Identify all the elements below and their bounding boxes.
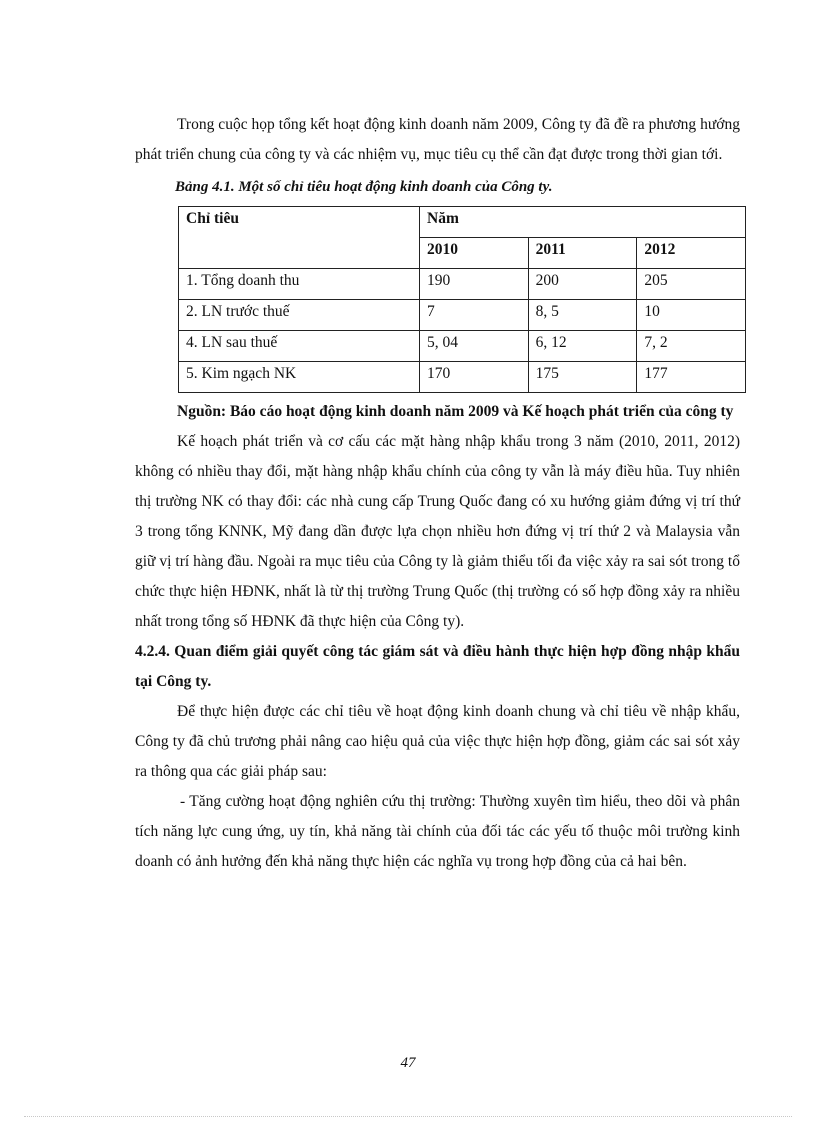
row-value: 5, 04 [420,331,529,362]
header-indicator: Chỉ tiêu [179,207,420,269]
row-label: 1. Tổng doanh thu [179,269,420,300]
row-label: 5. Kim ngạch NK [179,362,420,393]
row-value: 6, 12 [528,331,637,362]
row-value: 190 [420,269,529,300]
row-value: 10 [637,300,746,331]
page-number: 47 [400,1055,416,1071]
table-row [179,300,746,331]
table-row [179,331,746,362]
plan-paragraph: Kế hoạch phát triển và cơ cấu các mặt hàng nhập khẩu trong 3 năm (2010, 2011, 2012) không có nhiều thay đổi, mặt hàng nhập khẩu chính của công ty vẫn là máy điều hũa. Tuy nhiên thị trường NK có thay đổi: các nhà cung cấp Trung Quốc đang có xu hướng giảm đứng vị trí thứ 3 trong tổng KNNK, Mỹ đang dần được lựa chọn nhiều hơn đứng vị trí thứ 2 và Malaysia vẫn giữ vị trí hàng đầu. Ngoài ra mục tiêu của Công ty là giảm thiểu tối đa việc xảy ra sai sót trong tổ chức thực hiện HĐNK, nhất là từ thị trường Trung Quốc (thị trường có số hợp đồng xảy ra nhiều nhất trong tổng số HĐNK đã thực hiện của Công ty). [135,433,740,630]
row-label: 4. LN sau thuế [179,331,420,362]
year-2011: 2011 [528,238,637,269]
row-label: 2. LN trước thuế [179,300,420,331]
table-source: Nguồn: Báo cáo hoạt động kinh doanh năm 2009 và Kế hoạch phát triển của công ty [177,403,734,420]
row-value: 177 [637,362,746,393]
page-content [135,110,740,877]
intro-paragraph: Trong cuộc họp tổng kết hoạt động kinh doanh năm 2009, Công ty đã đề ra phương hướng phát triển chung của công ty và các nhiệm vụ, mục tiêu cụ thể cần đạt được trong thời gian tới. [135,116,740,163]
row-value: 7 [420,300,529,331]
row-value: 7, 2 [637,331,746,362]
year-2010: 2010 [420,238,529,269]
table-row [179,362,746,393]
bullet-paragraph: - Tăng cường hoạt động nghiên cứu thị trường: Thường xuyên tìm hiểu, theo dõi và phân tích năng lực cung ứng, uy tín, khả năng tài chính của đối tác các yếu tố thuộc môi trường kinh doanh có ảnh hưởng đến khả năng thực hiện các nghĩa vụ trong hợp đồng của cả hai bên. [135,793,740,870]
row-value: 175 [528,362,637,393]
row-value: 200 [528,269,637,300]
page-bottom-divider [24,1116,792,1117]
row-value: 8, 5 [528,300,637,331]
section-heading: 4.2.4. Quan điểm giải quyết công tác giám sát và điều hành thực hiện hợp đồng nhập khẩu tại Công ty. [135,643,740,690]
table-header-row [179,207,746,238]
year-2012: 2012 [637,238,746,269]
header-year: Năm [420,207,746,238]
business-targets-table [178,206,746,393]
row-value: 205 [637,269,746,300]
table-row [179,269,746,300]
table-caption: Bảng 4.1. Một số chỉ tiêu hoạt động kinh doanh của Công ty. [175,179,553,195]
row-value: 170 [420,362,529,393]
goals-paragraph: Để thực hiện được các chỉ tiêu về hoạt động kinh doanh chung và chỉ tiêu về nhập khẩu, Công ty đã chủ trương phải nâng cao hiệu quả của việc thực hiện hợp đồng, giảm các sai sót xảy ra thông qua các giải pháp sau: [135,703,740,780]
